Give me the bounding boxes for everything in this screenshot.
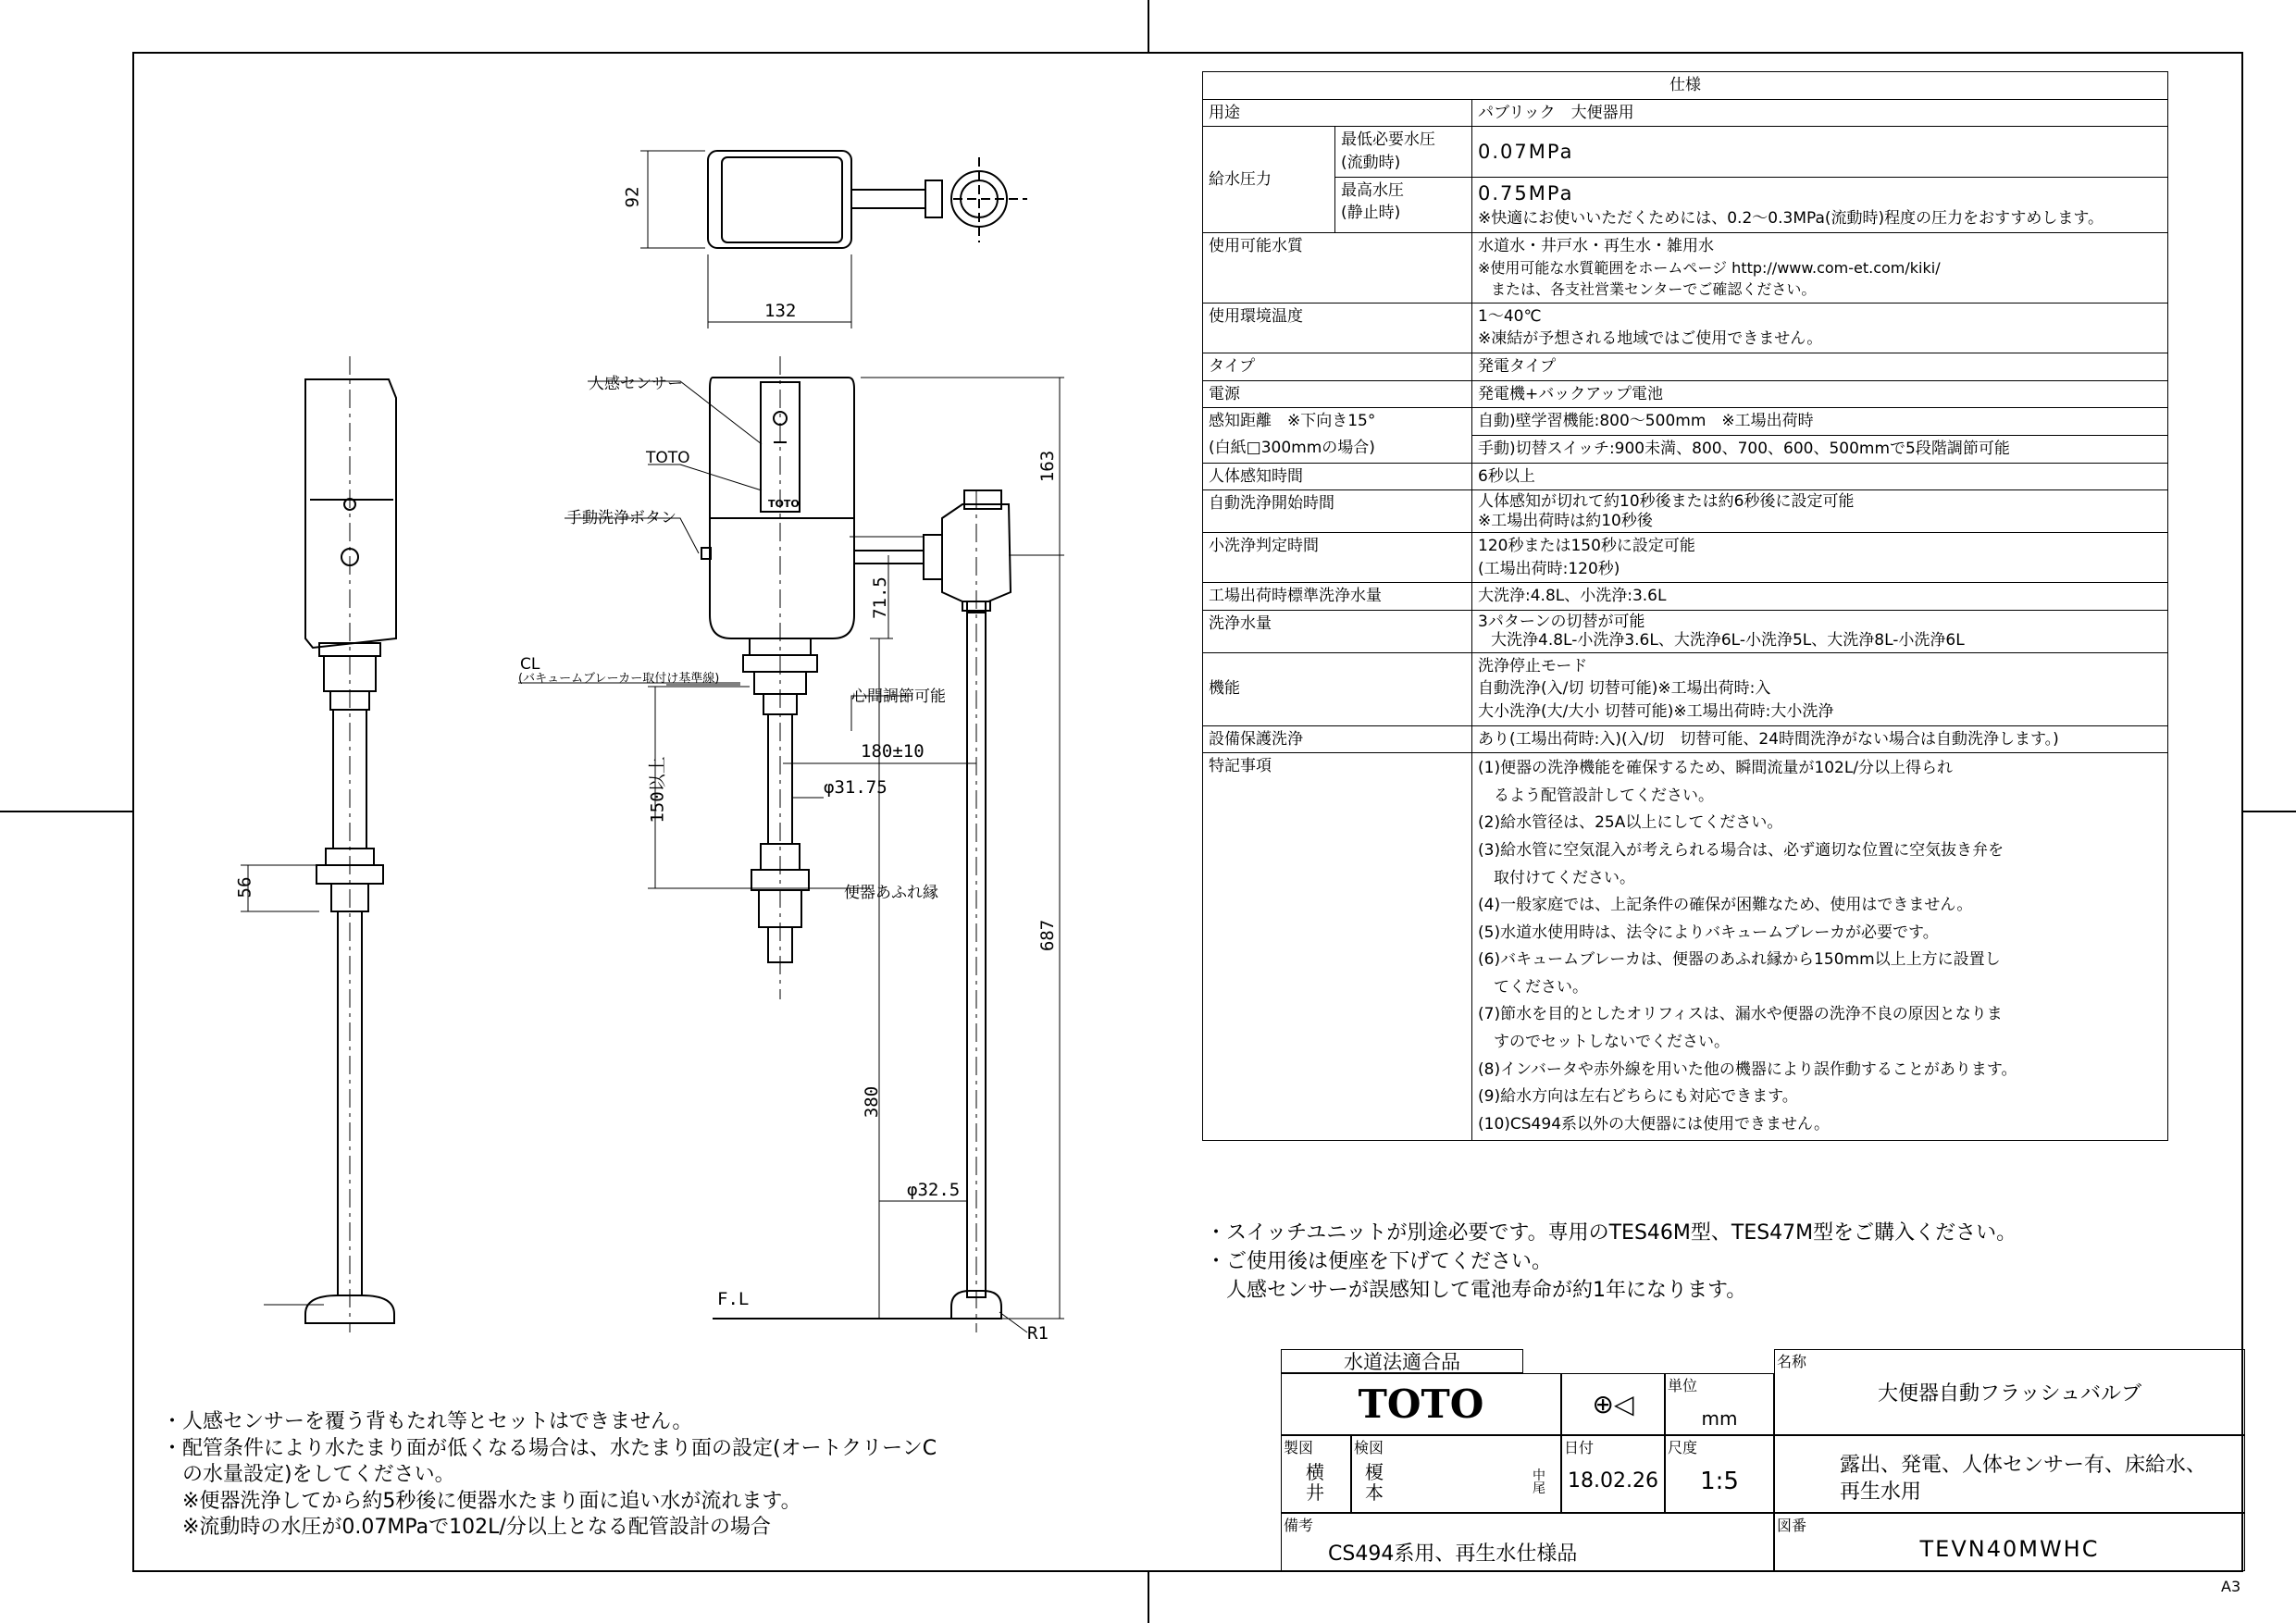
dim-180: 180±10 [861,741,925,762]
spec-value: 自動)壁学習機能:800～500mm ※工場出荷時 [1472,408,2168,436]
spec-key: 給水圧力 [1203,127,1335,232]
drawn-cell: 製図 横井 [1281,1435,1351,1513]
check-cell: 検図 榎本 中尾 [1351,1435,1561,1513]
dim-132: 132 [764,301,797,321]
approval-label: 水道法適合品 [1281,1349,1523,1373]
date-cell: 日付 18.02.26 [1561,1435,1665,1513]
spec-value: 1～40℃ ※凍結が予想される地域ではご使用できません。 [1472,303,2168,353]
spec-key: 自動洗浄開始時間 [1203,490,1472,533]
cl-label: CL [520,655,540,674]
spec-value: 発電機+バックアップ電池 [1472,380,2168,408]
spec-value: 6秒以上 [1472,463,2168,490]
dim-380: 380 [862,1085,883,1119]
spec-value: パブリック 大便器用 [1472,99,2168,127]
dim-71-5: 71.5 [869,576,890,619]
spec-key: 設備保護洗浄 [1203,725,1472,753]
dim-31-75: φ31.75 [824,777,887,798]
spec-title: 仕様 [1203,72,2168,100]
dim-92: 92 [622,186,643,208]
spec-value: 0.75MPa ※快適にお使いいただくためには、0.2～0.3MPa(流動時)程度の圧力をおすすめします。 [1472,177,2168,232]
description-cell: 露出、発電、人体センサー有、床給水、再生水用 [1774,1435,2245,1513]
toto-label: TOTO [646,449,690,467]
cl-note: (バキュームブレーカー取付け基準線) [518,672,720,686]
bowl-rim-label: 便器あふれ縁 [844,884,938,902]
projection-symbol-icon: ⊕◁ [1561,1373,1665,1435]
spec-value: 0.07MPa [1472,127,2168,177]
spec-key: 使用環境温度 [1203,303,1472,353]
drawing-number-cell: 図番 TEVN40MWHC [1774,1513,2245,1571]
spec-key: 電源 [1203,380,1472,408]
left-notes: ・人感センサーを覆う背もたれ等とセットはできません。 ・配管条件により水たまり面が低くなる場合は、水たまり面の設定(オートクリーンC の水量設定)をしてください。 ※便器洗浄してから約5秒後に便器水たまり面に追い水が流れます。 ※流動時の水圧が0.07MPaで102L/分以上となる配管設計の場合 [162,1410,937,1540]
check-stamp: 中尾 [1533,1468,1545,1496]
right-notes: ・スイッチユニットが別途必要です。専用のTES46M型、TES47M型をご購入ください。 ・ご使用後は便座を下げてください。 人感センサーが誤感知して電池寿命が約1年になります。 [1206,1221,2017,1302]
spec-value: 手動)切替スイッチ:900未満、800、700、600、500mmで5段階調節可能 [1472,435,2168,463]
spec-key: 洗浄水量 [1203,610,1472,652]
body-logo: TOTO [768,498,800,510]
spec-key: 特記事項 [1203,753,1472,1141]
brand-logo: TOTO [1281,1373,1561,1435]
spec-key: タイプ [1203,353,1472,380]
spec-value: あり(工場出荷時:入)(入/切 切替可能、24時間洗浄がない場合は自動洗浄します。) [1472,725,2168,753]
spec-value: 発電タイプ [1472,353,2168,380]
core-adjust-label: 心間調節可能 [851,688,946,706]
spec-key: (白紙□300mmの場合) [1203,435,1472,463]
remarks-cell: 備考 CS494系用、再生水仕様品 [1281,1513,1774,1571]
spec-key: 感知距離 ※下向き15° [1203,408,1472,436]
spec-key: 工場出荷時標準洗浄水量 [1203,583,1472,611]
spec-value: 120秒または150秒に設定可能 (工場出荷時:120秒) [1472,532,2168,582]
top-view [640,151,1027,328]
spec-key: 最高水圧 (静止時) [1335,177,1472,232]
spec-key: 機能 [1203,652,1472,725]
name-cell: 名称 大便器自動フラッシュバルブ [1774,1349,2245,1435]
dim-r1: R1 [1027,1323,1049,1344]
spec-key: 使用可能水質 [1203,232,1472,303]
spec-key: 最低必要水圧 (流動時) [1335,127,1472,177]
spec-table [1202,71,2168,1141]
dim-32-5: φ32.5 [907,1180,961,1200]
dim-150: 150以上 [647,756,668,824]
dim-56: 56 [234,876,255,898]
side-view [241,356,396,1332]
spec-key: 小洗浄判定時間 [1203,532,1472,582]
spec-key: 用途 [1203,99,1472,127]
fl-label: F.L [717,1289,750,1309]
spec-value: 水道水・井戸水・再生水・雑用水 ※使用可能な水質範囲をホームページ http://www.com-et.com/kiki/ または、各支社営業センターでご確認ください。 [1472,232,2168,303]
spec-value: 人体感知が切れて約10秒後または約6秒後に設定可能 ※工場出荷時は約10秒後 [1472,490,2168,533]
dim-687: 687 [1037,919,1059,952]
spec-value: 大洗浄:4.8L、小洗浄:3.6L [1472,583,2168,611]
sensor-label: 人感センサー [589,375,683,393]
spec-value: 3パターンの切替が可能 大洗浄4.8L-小洗浄3.6L、大洗浄6L-小洗浄5L、大洗浄8L-小洗浄6L [1472,610,2168,652]
spec-key: 人体感知時間 [1203,463,1472,490]
scale-cell: 尺度 1:5 [1665,1435,1774,1513]
dim-163: 163 [1037,450,1059,483]
unit-cell: 単位 mm [1665,1373,1774,1435]
spec-value: 洗浄停止モード 自動洗浄(入/切 切替可能)※工場出荷時:入 大小洗浄(大/大小 切替可能)※工場出荷時:大小洗浄 [1472,652,2168,725]
manual-button-label: 手動洗浄ボタン [566,509,676,527]
sheet-size: A3 [2221,1578,2241,1595]
title-block [1281,1349,2245,1571]
spec-notes: (1)便器の洗浄機能を確保するため、瞬間流量が102L/分以上得られ るよう配管設計してください。 (2)給水管径は、25A以上にしてください。 (3)給水管に空気混入が考えられる場合は、必ず適切な位置に空気抜き弁を 取付けてください。 (4)一般家庭では、上記条件の確保が困難なため、使用はできません。 (5)水道水使用時は、法令によりバキュームブレーカが必要です。 (6)バキュームブレーカは、便器のあふれ縁から150mm以上上方に設置し てください。 (7)節水を目的としたオリフィスは、漏水や便器の洗浄不良の原因となりま すのでセットしないでください。 (8)インバータや赤外線を用いた他の機器により誤作動することがあります。 (9)給水方向は左右どちらにも対応できます。 (10)CS494系以外の大便器には使用できません。 [1472,753,2168,1141]
